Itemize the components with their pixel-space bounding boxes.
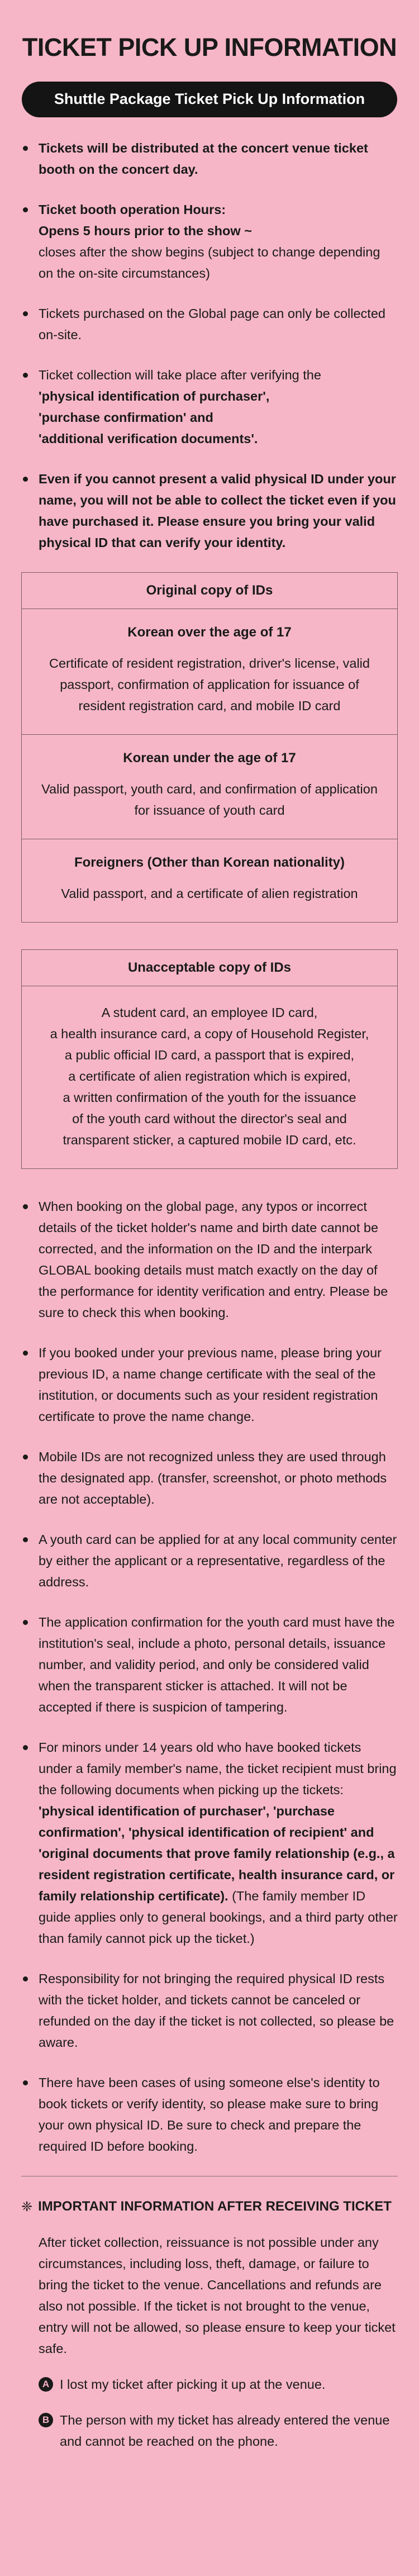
ids-row-korean-under-17 bbox=[22, 734, 397, 839]
unacceptable-ids-table bbox=[21, 949, 398, 1169]
ids-row-body: Certificate of resident registration, driver's license, valid passport, confirmation of application for issuance of resident registration card, and mobile ID card bbox=[49, 655, 370, 713]
bullet-verification bbox=[21, 364, 398, 449]
unacceptable-line: transparent sticker, a captured mobile ID card, etc. bbox=[63, 1132, 356, 1147]
original-ids-header: Original copy of IDs bbox=[146, 582, 273, 598]
unacceptable-line: a health insurance card, a copy of Household Register, bbox=[50, 1026, 369, 1041]
important-heading-text: IMPORTANT INFORMATION AFTER RECEIVING TICKET bbox=[38, 2199, 392, 2214]
bullet-distribution: Tickets will be distributed at the concert venue ticket booth on the concert day. bbox=[21, 137, 398, 180]
verification-lead: Ticket collection will take place after verifying the bbox=[39, 367, 321, 382]
asterism-icon: ❈ bbox=[21, 2199, 33, 2214]
note-global-typos: When booking on the global page, any typos or incorrect details of the ticket holder's name and birth date cannot be corrected, and the information on the ID and the interpark GLOBAL booking details must match exactly on the day of the performance for identity verification and entry. Please be sure to check this when booking. bbox=[21, 1196, 398, 1323]
page-title: TICKET PICK UP INFORMATION bbox=[22, 33, 397, 61]
verification-item-purchase: 'purchase confirmation' and bbox=[39, 410, 213, 425]
note-identity-misuse: There have been cases of using someone else's identity to book tickets or verify identity, so please make sure to bring your own physical ID. Be sure to check and prepare the required ID before booking. bbox=[21, 2072, 398, 2157]
subtitle-pill: Shuttle Package Ticket Pick Up Information bbox=[22, 82, 397, 117]
case-b-badge: B bbox=[39, 2413, 53, 2427]
case-b bbox=[39, 2409, 398, 2452]
note-youth-card-confirmation: The application confirmation for the youth card must have the institution's seal, include a photo, personal details, issuance number, and validity period, and only be considered valid when the transparent sticker is attached. It will not be accepted if there is suspicion of tampering. bbox=[21, 1612, 398, 1718]
note-responsibility: Responsibility for not bringing the required physical ID rests with the ticket holder, and tickets cannot be canceled or refunded on the day if the ticket is not collected, so please be aware. bbox=[21, 1968, 398, 2053]
unacceptable-line: a written confirmation of the youth for the issuance bbox=[63, 1090, 356, 1105]
unacceptable-ids-list bbox=[22, 986, 397, 1168]
important-heading bbox=[21, 2199, 398, 2215]
unacceptable-line: a certificate of alien registration which is expired, bbox=[68, 1068, 351, 1083]
ids-row-title: Korean under the age of 17 bbox=[123, 750, 296, 766]
note-minors-family bbox=[21, 1737, 398, 1949]
booth-hours-heading: Ticket booth operation Hours: bbox=[39, 202, 226, 217]
notes-bullet-list bbox=[21, 1196, 398, 2157]
case-a-badge: A bbox=[39, 2377, 53, 2392]
ids-row-body: Valid passport, and a certificate of alien registration bbox=[61, 886, 358, 901]
verification-item-id: 'physical identification of purchaser', bbox=[39, 388, 270, 403]
bullet-global-onsite: Tickets purchased on the Global page can only be collected on-site. bbox=[21, 303, 398, 345]
case-a bbox=[39, 2374, 398, 2395]
booth-hours-open: Opens 5 hours prior to the show ~ bbox=[39, 223, 252, 238]
verification-item-docs: 'additional verification documents'. bbox=[39, 431, 258, 446]
unacceptable-line: a public official ID card, a passport that is expired, bbox=[64, 1047, 355, 1062]
note-mobile-id: Mobile IDs are not recognized unless they are used through the designated app. (transfer, screenshot, or photo methods are not acceptable). bbox=[21, 1446, 398, 1510]
bullet-valid-id-warning: Even if you cannot present a valid physical ID under your name, you will not be able to collect the ticket even if you have purchased it. Please ensure you bring your valid physical ID that can verify your identity. bbox=[21, 468, 398, 553]
booth-hours-close: closes after the show begins (subject to change depending on the on-site circumstances) bbox=[39, 244, 380, 281]
bullet-booth-hours bbox=[21, 199, 398, 284]
case-b-text: The person with my ticket has already entered the venue and cannot be reached on the phone. bbox=[60, 2412, 390, 2449]
unacceptable-line: of the youth card without the director's seal and bbox=[72, 1111, 347, 1126]
minors-tail: (The family member ID guide applies only to general bookings, and a third party other than family cannot pick up the ticket.) bbox=[39, 1888, 398, 1946]
ids-row-korean-over-17 bbox=[22, 609, 397, 734]
unacceptable-line: A student card, an employee ID card, bbox=[101, 1005, 318, 1020]
ids-row-body: Valid passport, youth card, and confirmation of application for issuance of youth card bbox=[41, 781, 378, 818]
intro-bullet-list bbox=[21, 137, 398, 553]
note-name-change: If you booked under your previous name, please bring your previous ID, a name change certificate with the seal of the institution, or documents such as your resident registration certificate to prove the name change. bbox=[21, 1342, 398, 1427]
minors-lead: For minors under 14 years old who have booked tickets under a family member's name, the ticket recipient must bring the following documents when picking up the tickets: bbox=[39, 1739, 397, 1797]
unacceptable-ids-header: Unacceptable copy of IDs bbox=[127, 959, 292, 975]
important-section bbox=[39, 2232, 398, 2452]
ids-row-title: Foreigners (Other than Korean nationality) bbox=[74, 854, 345, 870]
ids-row-title: Korean over the age of 17 bbox=[127, 624, 292, 640]
note-youth-card: A youth card can be applied for at any local community center by either the applicant or a representative, regardless of the address. bbox=[21, 1529, 398, 1593]
important-body-text: After ticket collection, reissuance is not possible under any circumstances, including loss, theft, damage, or failure to bring the ticket to the venue. Cancellations and refunds are also not possible. If the ticket is not brought to the venue, entry will not be allowed, so please ensure to keep your ticket safe. bbox=[39, 2235, 396, 2356]
minors-required-docs: 'physical identification of purchaser', 'purchase confirmation', 'physical identification of recipient' and 'original documents that prove family relationship (e.g., a resident registration certificate, health insurance card, or family relationship certificate). bbox=[39, 1803, 395, 1903]
case-a-text: I lost my ticket after picking it up at the venue. bbox=[60, 2377, 326, 2392]
original-ids-table bbox=[21, 572, 398, 923]
ids-row-foreigners bbox=[22, 839, 397, 922]
